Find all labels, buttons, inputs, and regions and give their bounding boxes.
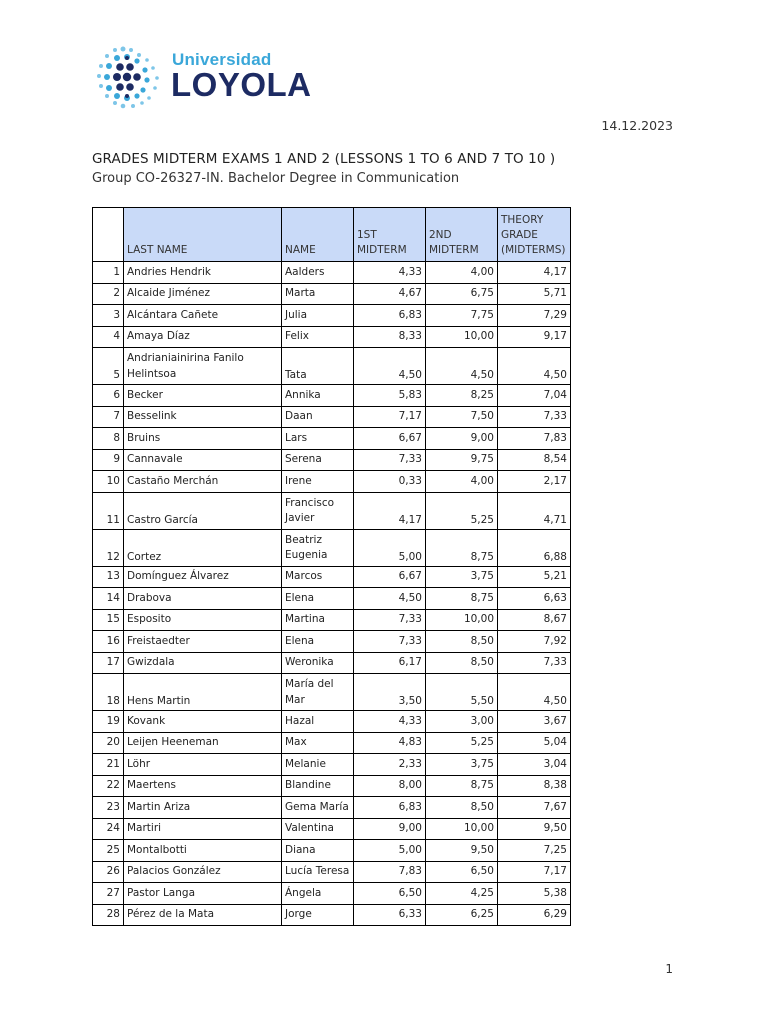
theory-grade-cell: 2,17 xyxy=(498,471,571,493)
second-midterm-cell: 5,25 xyxy=(426,492,498,529)
first-midterm-cell: 5,83 xyxy=(354,385,426,407)
last-name-cell: Gwizdala xyxy=(124,652,282,674)
last-name-cell: Pérez de la Mata xyxy=(124,904,282,926)
row-number: 7 xyxy=(93,406,124,428)
name-cell: Valentina xyxy=(282,818,354,840)
table-row xyxy=(93,348,571,385)
document-subtitle: Group CO-26327-IN. Bachelor Degree in Communication xyxy=(92,171,460,186)
name-cell: Marta xyxy=(282,283,354,305)
last-name-cell: Bruins xyxy=(124,428,282,450)
theory-grade-cell: 5,21 xyxy=(498,566,571,588)
first-midterm-cell: 5,00 xyxy=(354,529,426,566)
last-name-cell: Montalbotti xyxy=(124,840,282,862)
last-name-cell: Hens Martin xyxy=(124,674,282,711)
theory-grade-cell: 4,71 xyxy=(498,492,571,529)
first-midterm-cell: 4,50 xyxy=(354,588,426,610)
logo-dots-icon xyxy=(95,44,165,114)
row-number: 23 xyxy=(93,797,124,819)
theory-grade-cell: 7,67 xyxy=(498,797,571,819)
second-midterm-cell: 9,50 xyxy=(426,840,498,862)
name-cell: Annika xyxy=(282,385,354,407)
first-midterm-cell: 7,83 xyxy=(354,861,426,883)
header-number xyxy=(93,208,124,262)
theory-grade-cell: 7,25 xyxy=(498,840,571,862)
row-number: 9 xyxy=(93,449,124,471)
name-cell: Weronika xyxy=(282,652,354,674)
second-midterm-cell: 6,25 xyxy=(426,904,498,926)
row-number: 1 xyxy=(93,262,124,284)
second-midterm-cell: 10,00 xyxy=(426,609,498,631)
table-header-row xyxy=(93,208,571,262)
table-row xyxy=(93,326,571,348)
row-number: 14 xyxy=(93,588,124,610)
second-midterm-cell: 4,00 xyxy=(426,262,498,284)
row-number: 27 xyxy=(93,883,124,905)
table-row xyxy=(93,428,571,450)
second-midterm-cell: 8,50 xyxy=(426,797,498,819)
row-number: 8 xyxy=(93,428,124,450)
table-row xyxy=(93,775,571,797)
theory-grade-cell: 5,71 xyxy=(498,283,571,305)
first-midterm-cell: 4,33 xyxy=(354,711,426,733)
second-midterm-cell: 7,50 xyxy=(426,406,498,428)
second-midterm-cell: 9,00 xyxy=(426,428,498,450)
table-row xyxy=(93,652,571,674)
table-row xyxy=(93,711,571,733)
second-midterm-cell: 9,75 xyxy=(426,449,498,471)
second-midterm-cell: 3,00 xyxy=(426,711,498,733)
name-cell: Lucía Teresa xyxy=(282,861,354,883)
second-midterm-cell: 5,25 xyxy=(426,732,498,754)
table-row xyxy=(93,797,571,819)
table-row xyxy=(93,406,571,428)
header-first-midterm: 1ST MIDTERM xyxy=(354,208,426,262)
second-midterm-cell: 6,75 xyxy=(426,283,498,305)
theory-grade-cell: 3,04 xyxy=(498,754,571,776)
name-cell: Beatriz Eugenia xyxy=(282,529,354,566)
table-row xyxy=(93,283,571,305)
second-midterm-cell: 8,25 xyxy=(426,385,498,407)
table-row xyxy=(93,754,571,776)
first-midterm-cell: 4,67 xyxy=(354,283,426,305)
first-midterm-cell: 0,33 xyxy=(354,471,426,493)
theory-grade-cell: 7,33 xyxy=(498,652,571,674)
last-name-cell: Domínguez Álvarez xyxy=(124,566,282,588)
theory-grade-cell: 8,54 xyxy=(498,449,571,471)
theory-grade-cell: 6,63 xyxy=(498,588,571,610)
last-name-cell: Andries Hendrik xyxy=(124,262,282,284)
name-cell: Serena xyxy=(282,449,354,471)
table-row xyxy=(93,840,571,862)
last-name-cell: Drabova xyxy=(124,588,282,610)
second-midterm-cell: 3,75 xyxy=(426,754,498,776)
grades-table-body xyxy=(93,262,571,926)
theory-grade-cell: 7,17 xyxy=(498,861,571,883)
row-number: 15 xyxy=(93,609,124,631)
name-cell: Daan xyxy=(282,406,354,428)
table-row xyxy=(93,631,571,653)
table-row xyxy=(93,674,571,711)
first-midterm-cell: 6,17 xyxy=(354,652,426,674)
first-midterm-cell: 8,33 xyxy=(354,326,426,348)
first-midterm-cell: 7,33 xyxy=(354,609,426,631)
first-midterm-cell: 2,33 xyxy=(354,754,426,776)
second-midterm-cell: 3,75 xyxy=(426,566,498,588)
name-cell: Blandine xyxy=(282,775,354,797)
table-row xyxy=(93,529,571,566)
header-name: NAME xyxy=(282,208,354,262)
row-number: 19 xyxy=(93,711,124,733)
first-midterm-cell: 9,00 xyxy=(354,818,426,840)
document-date: 14.12.2023 xyxy=(601,118,673,133)
row-number: 26 xyxy=(93,861,124,883)
first-midterm-cell: 4,50 xyxy=(354,348,426,385)
second-midterm-cell: 8,75 xyxy=(426,588,498,610)
theory-grade-cell: 7,92 xyxy=(498,631,571,653)
first-midterm-cell: 6,83 xyxy=(354,797,426,819)
university-logo xyxy=(95,44,325,116)
theory-grade-cell: 9,50 xyxy=(498,818,571,840)
name-cell: Lars xyxy=(282,428,354,450)
second-midterm-cell: 8,75 xyxy=(426,775,498,797)
name-cell: Julia xyxy=(282,305,354,327)
second-midterm-cell: 4,50 xyxy=(426,348,498,385)
row-number: 18 xyxy=(93,674,124,711)
first-midterm-cell: 6,33 xyxy=(354,904,426,926)
second-midterm-cell: 5,50 xyxy=(426,674,498,711)
table-row xyxy=(93,305,571,327)
name-cell: Max xyxy=(282,732,354,754)
last-name-cell: Pastor Langa xyxy=(124,883,282,905)
name-cell: Jorge xyxy=(282,904,354,926)
last-name-cell: Andrianiainirina Fanilo Helintsoa xyxy=(124,348,282,385)
theory-grade-cell: 8,38 xyxy=(498,775,571,797)
first-midterm-cell: 7,17 xyxy=(354,406,426,428)
theory-grade-cell: 6,88 xyxy=(498,529,571,566)
first-midterm-cell: 5,00 xyxy=(354,840,426,862)
theory-grade-cell: 7,33 xyxy=(498,406,571,428)
grades-table xyxy=(92,207,571,926)
row-number: 24 xyxy=(93,818,124,840)
last-name-cell: Esposito xyxy=(124,609,282,631)
row-number: 10 xyxy=(93,471,124,493)
first-midterm-cell: 4,17 xyxy=(354,492,426,529)
header-last-name: LAST NAME xyxy=(124,208,282,262)
table-row xyxy=(93,566,571,588)
first-midterm-cell: 6,50 xyxy=(354,883,426,905)
table-row xyxy=(93,609,571,631)
name-cell: Francisco Javier xyxy=(282,492,354,529)
second-midterm-cell: 10,00 xyxy=(426,818,498,840)
theory-grade-cell: 5,38 xyxy=(498,883,571,905)
last-name-cell: Palacios González xyxy=(124,861,282,883)
name-cell: Martina xyxy=(282,609,354,631)
theory-grade-cell: 7,04 xyxy=(498,385,571,407)
row-number: 2 xyxy=(93,283,124,305)
theory-grade-cell: 6,29 xyxy=(498,904,571,926)
name-cell: Hazal xyxy=(282,711,354,733)
last-name-cell: Cortez xyxy=(124,529,282,566)
name-cell: Marcos xyxy=(282,566,354,588)
second-midterm-cell: 10,00 xyxy=(426,326,498,348)
last-name-cell: Martiri xyxy=(124,818,282,840)
name-cell: María del Mar xyxy=(282,674,354,711)
last-name-cell: Freistaedter xyxy=(124,631,282,653)
row-number: 21 xyxy=(93,754,124,776)
theory-grade-cell: 8,67 xyxy=(498,609,571,631)
theory-grade-cell: 4,17 xyxy=(498,262,571,284)
second-midterm-cell: 7,75 xyxy=(426,305,498,327)
theory-grade-cell: 7,83 xyxy=(498,428,571,450)
table-row xyxy=(93,262,571,284)
table-row xyxy=(93,449,571,471)
last-name-cell: Becker xyxy=(124,385,282,407)
row-number: 6 xyxy=(93,385,124,407)
last-name-cell: Maertens xyxy=(124,775,282,797)
name-cell: Elena xyxy=(282,631,354,653)
row-number: 11 xyxy=(93,492,124,529)
name-cell: Gema María xyxy=(282,797,354,819)
logo-wordmark-small: Universidad xyxy=(172,50,272,69)
second-midterm-cell: 8,50 xyxy=(426,631,498,653)
last-name-cell: Löhr xyxy=(124,754,282,776)
last-name-cell: Castro García xyxy=(124,492,282,529)
second-midterm-cell: 8,75 xyxy=(426,529,498,566)
last-name-cell: Cannavale xyxy=(124,449,282,471)
name-cell: Aalders xyxy=(282,262,354,284)
logo-wordmark: LOYOLA xyxy=(171,66,312,103)
last-name-cell: Amaya Díaz xyxy=(124,326,282,348)
row-number: 17 xyxy=(93,652,124,674)
name-cell: Diana xyxy=(282,840,354,862)
table-row xyxy=(93,883,571,905)
name-cell: Melanie xyxy=(282,754,354,776)
table-row xyxy=(93,588,571,610)
row-number: 28 xyxy=(93,904,124,926)
theory-grade-cell: 4,50 xyxy=(498,674,571,711)
theory-grade-cell: 9,17 xyxy=(498,326,571,348)
first-midterm-cell: 6,67 xyxy=(354,566,426,588)
name-cell: Irene xyxy=(282,471,354,493)
row-number: 12 xyxy=(93,529,124,566)
row-number: 4 xyxy=(93,326,124,348)
document-title: GRADES MIDTERM EXAMS 1 AND 2 (LESSONS 1 TO 6 AND 7 TO 10 ) xyxy=(92,151,556,167)
row-number: 20 xyxy=(93,732,124,754)
row-number: 5 xyxy=(93,348,124,385)
row-number: 13 xyxy=(93,566,124,588)
theory-grade-cell: 4,50 xyxy=(498,348,571,385)
name-cell: Felix xyxy=(282,326,354,348)
table-row xyxy=(93,385,571,407)
last-name-cell: Castaño Merchán xyxy=(124,471,282,493)
first-midterm-cell: 3,50 xyxy=(354,674,426,711)
first-midterm-cell: 7,33 xyxy=(354,449,426,471)
last-name-cell: Kovank xyxy=(124,711,282,733)
theory-grade-cell: 3,67 xyxy=(498,711,571,733)
name-cell: Elena xyxy=(282,588,354,610)
first-midterm-cell: 8,00 xyxy=(354,775,426,797)
first-midterm-cell: 6,83 xyxy=(354,305,426,327)
header-second-midterm: 2ND MIDTERM xyxy=(426,208,498,262)
name-cell: Ángela xyxy=(282,883,354,905)
second-midterm-cell: 4,25 xyxy=(426,883,498,905)
table-row xyxy=(93,471,571,493)
header-theory-grade: THEORY GRADE (MIDTERMS) xyxy=(498,208,571,262)
last-name-cell: Leijen Heeneman xyxy=(124,732,282,754)
first-midterm-cell: 7,33 xyxy=(354,631,426,653)
row-number: 25 xyxy=(93,840,124,862)
table-row xyxy=(93,732,571,754)
table-row xyxy=(93,818,571,840)
name-cell: Tata xyxy=(282,348,354,385)
first-midterm-cell: 4,83 xyxy=(354,732,426,754)
table-row xyxy=(93,861,571,883)
second-midterm-cell: 6,50 xyxy=(426,861,498,883)
table-row xyxy=(93,492,571,529)
last-name-cell: Alcántara Cañete xyxy=(124,305,282,327)
first-midterm-cell: 4,33 xyxy=(354,262,426,284)
row-number: 3 xyxy=(93,305,124,327)
table-row xyxy=(93,904,571,926)
theory-grade-cell: 5,04 xyxy=(498,732,571,754)
page-number: 1 xyxy=(665,962,673,976)
row-number: 16 xyxy=(93,631,124,653)
theory-grade-cell: 7,29 xyxy=(498,305,571,327)
last-name-cell: Besselink xyxy=(124,406,282,428)
last-name-cell: Martin Ariza xyxy=(124,797,282,819)
last-name-cell: Alcaide Jiménez xyxy=(124,283,282,305)
first-midterm-cell: 6,67 xyxy=(354,428,426,450)
second-midterm-cell: 8,50 xyxy=(426,652,498,674)
row-number: 22 xyxy=(93,775,124,797)
second-midterm-cell: 4,00 xyxy=(426,471,498,493)
